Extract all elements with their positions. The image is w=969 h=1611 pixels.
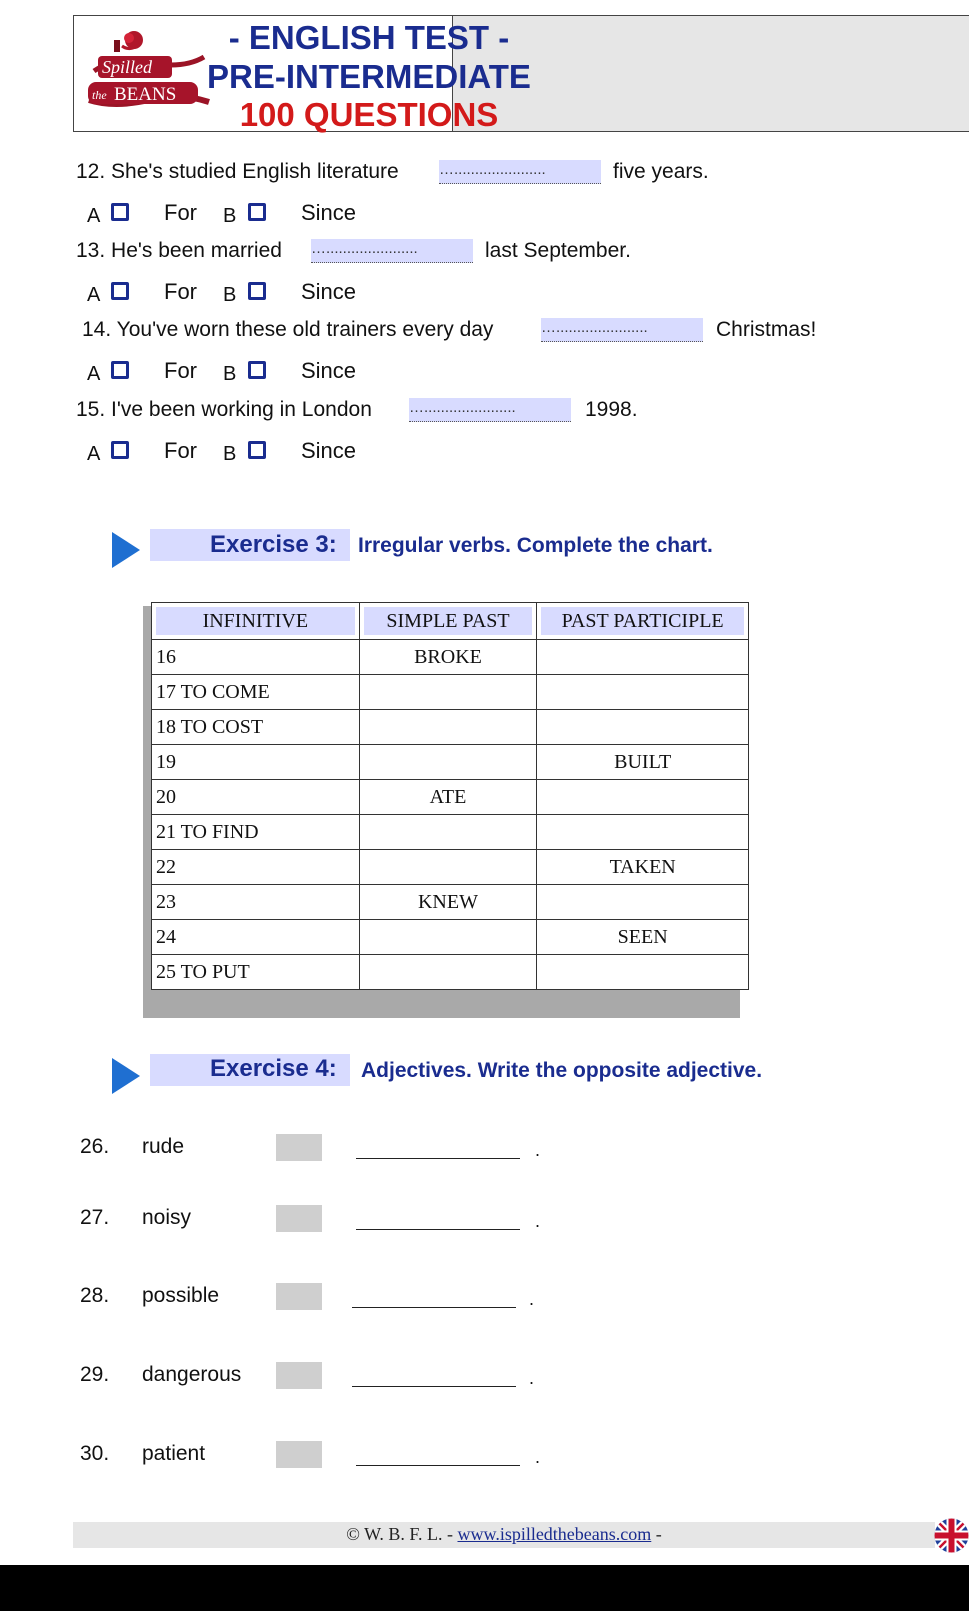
column-header: SIMPLE PAST <box>359 603 537 640</box>
past-participle-cell[interactable] <box>537 780 749 815</box>
question-12-option-a: For <box>164 200 197 225</box>
question-12-checkbox-a[interactable] <box>111 203 129 221</box>
exercise-4-arrow-icon <box>112 1058 140 1094</box>
past-participle-cell[interactable] <box>537 955 749 990</box>
simple-past-cell[interactable] <box>359 955 537 990</box>
past-participle-cell[interactable] <box>537 675 749 710</box>
question-15-stem: 15. I've been working in London <box>76 398 372 421</box>
adjective-answer-line[interactable] <box>356 1229 520 1230</box>
svg-text:BEANS: BEANS <box>114 84 177 105</box>
adjective-item-end: . <box>529 1368 535 1388</box>
past-participle-cell[interactable]: BUILT <box>537 745 749 780</box>
table-row <box>152 675 749 710</box>
adjective-item-end: . <box>535 1140 541 1160</box>
footer-bar <box>73 1522 935 1548</box>
adjective-item-number: 30. <box>80 1442 110 1465</box>
irregular-verbs-table <box>151 602 749 990</box>
question-13-option-a-letter: A <box>87 284 101 306</box>
question-12-checkbox-b[interactable] <box>248 203 266 221</box>
exercise-3-arrow-icon <box>112 532 140 568</box>
question-15-blank[interactable]: …...................... <box>409 398 571 422</box>
question-15-option-a-letter: A <box>87 443 101 465</box>
question-12-stem: 12. She's studied English literature <box>76 160 399 183</box>
adjective-item-end: . <box>529 1289 535 1309</box>
question-12-tail: five years. <box>613 160 709 183</box>
question-14-checkbox-b[interactable] <box>248 361 266 379</box>
exercise-4-description: Adjectives. Write the opposite adjective. <box>361 1059 763 1082</box>
table-row <box>152 780 749 815</box>
past-participle-cell[interactable]: SEEN <box>537 920 749 955</box>
adjective-answer-box[interactable] <box>276 1283 322 1310</box>
adjective-answer-line[interactable] <box>352 1386 516 1387</box>
adjective-item-word: dangerous <box>142 1363 242 1386</box>
table-row <box>152 885 749 920</box>
question-13-tail: last September. <box>485 239 631 262</box>
adjective-item-word: possible <box>142 1284 220 1307</box>
adjective-item-end: . <box>535 1447 541 1467</box>
question-14-blank[interactable]: …...................... <box>541 318 703 342</box>
simple-past-cell[interactable] <box>359 850 537 885</box>
question-14-tail: Christmas! <box>716 318 817 341</box>
svg-text:Spilled: Spilled <box>102 57 152 77</box>
uk-flag-icon <box>934 1518 969 1553</box>
past-participle-cell[interactable]: TAKEN <box>537 850 749 885</box>
question-15-tail: 1998. <box>585 398 638 421</box>
title-line-2: PRE-INTERMEDIATE <box>207 58 531 95</box>
past-participle-cell[interactable] <box>537 815 749 850</box>
simple-past-cell[interactable] <box>359 815 537 850</box>
infinitive-cell[interactable]: 17 TO COME <box>152 675 360 710</box>
bottom-black-bar <box>0 1565 969 1611</box>
question-12-option-a-letter: A <box>87 205 101 227</box>
table-header-row <box>152 603 749 640</box>
question-15-option-a: For <box>164 438 197 463</box>
question-14-option-a-letter: A <box>87 363 101 385</box>
adjective-item-word: patient <box>142 1442 206 1465</box>
adjective-item-number: 27. <box>80 1206 110 1229</box>
table-row <box>152 920 749 955</box>
question-12-option-b: Since <box>301 200 357 225</box>
adjective-answer-line[interactable] <box>356 1465 520 1466</box>
column-header: PAST PARTICIPLE <box>537 603 749 640</box>
question-13-checkbox-a[interactable] <box>111 282 129 300</box>
question-14-checkbox-a[interactable] <box>111 361 129 379</box>
infinitive-cell[interactable]: 18 TO COST <box>152 710 360 745</box>
question-13-option-b-letter: B <box>223 284 237 306</box>
question-13-stem: 13. He's been married <box>76 239 282 262</box>
adjective-item-word: noisy <box>142 1206 192 1229</box>
table-row <box>152 815 749 850</box>
question-13-checkbox-b[interactable] <box>248 282 266 300</box>
infinitive-cell[interactable]: 23 <box>152 885 360 920</box>
simple-past-cell[interactable] <box>359 710 537 745</box>
exercise-3-label: Exercise 3: <box>210 531 337 558</box>
adjective-answer-line[interactable] <box>352 1307 516 1308</box>
adjective-answer-box[interactable] <box>276 1205 322 1232</box>
question-15-option-b: Since <box>301 438 357 463</box>
simple-past-cell[interactable]: BROKE <box>359 640 537 675</box>
adjective-answer-line[interactable] <box>356 1158 520 1159</box>
infinitive-cell[interactable]: 16 <box>152 640 360 675</box>
question-13-option-a: For <box>164 279 197 304</box>
exercise-3-description: Irregular verbs. Complete the chart. <box>358 534 713 557</box>
question-12-blank[interactable]: …...................... <box>439 160 601 184</box>
question-15-option-b-letter: B <box>223 443 237 465</box>
table-row <box>152 850 749 885</box>
footer-dash: - <box>655 1524 662 1544</box>
question-13-blank[interactable]: …...................... <box>311 239 473 263</box>
infinitive-cell[interactable]: 19 <box>152 745 360 780</box>
infinitive-cell[interactable]: 20 <box>152 780 360 815</box>
title-line-1: - ENGLISH TEST - <box>228 19 510 56</box>
column-header: INFINITIVE <box>152 603 360 640</box>
adjective-item-number: 29. <box>80 1363 110 1386</box>
title-line-3: 100 QUESTIONS <box>239 96 499 133</box>
svg-text:the: the <box>92 88 107 102</box>
question-14-option-b-letter: B <box>223 363 237 385</box>
adjective-answer-box[interactable] <box>276 1362 322 1389</box>
table-row <box>152 745 749 780</box>
table-row <box>152 710 749 745</box>
past-participle-cell[interactable] <box>537 885 749 920</box>
simple-past-cell[interactable] <box>359 745 537 780</box>
question-14-option-b: Since <box>301 358 357 383</box>
question-13-option-b: Since <box>301 279 357 304</box>
past-participle-cell[interactable] <box>537 640 749 675</box>
simple-past-cell[interactable] <box>359 920 537 955</box>
past-participle-cell[interactable] <box>537 710 749 745</box>
adjective-answer-box[interactable] <box>276 1441 322 1468</box>
question-12-option-b-letter: B <box>223 205 237 227</box>
question-14-stem: 14. You've worn these old trainers every day <box>82 318 494 341</box>
simple-past-cell[interactable] <box>359 675 537 710</box>
exercise-4-label: Exercise 4: <box>210 1055 337 1082</box>
adjective-item-number: 26. <box>80 1135 110 1158</box>
adjective-answer-box[interactable] <box>276 1134 322 1161</box>
infinitive-cell[interactable]: 22 <box>152 850 360 885</box>
spilled-beans-logo <box>84 26 214 118</box>
question-15-checkbox-a[interactable] <box>111 441 129 459</box>
adjective-item-number: 28. <box>80 1284 110 1307</box>
table-row <box>152 640 749 675</box>
website-link[interactable]: www.ispilledthebeans.com <box>457 1524 652 1544</box>
infinitive-cell[interactable]: 21 TO FIND <box>152 815 360 850</box>
adjective-item-word: rude <box>142 1135 185 1158</box>
infinitive-cell[interactable]: 24 <box>152 920 360 955</box>
question-14-option-a: For <box>164 358 197 383</box>
question-15-checkbox-b[interactable] <box>248 441 266 459</box>
footer-text <box>73 1524 935 1545</box>
copyright-text: © W. B. F. L. - <box>346 1524 453 1544</box>
simple-past-cell[interactable]: ATE <box>359 780 537 815</box>
simple-past-cell[interactable]: KNEW <box>359 885 537 920</box>
infinitive-cell[interactable]: 25 TO PUT <box>152 955 360 990</box>
adjective-item-end: . <box>535 1211 541 1231</box>
table-row <box>152 955 749 990</box>
